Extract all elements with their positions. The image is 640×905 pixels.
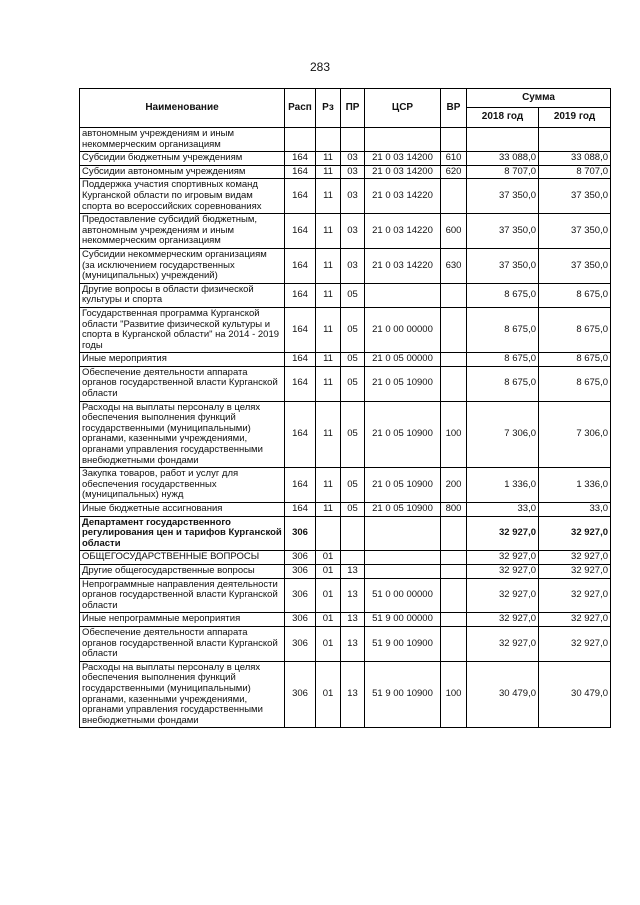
cell-name: Иные бюджетные ассигнования <box>80 503 285 517</box>
cell-csr: 51 9 00 10900 <box>365 626 441 661</box>
budget-table <box>79 88 611 728</box>
cell-csr: 21 0 03 14220 <box>365 179 441 214</box>
cell-vr <box>441 564 467 578</box>
cell-pr: 03 <box>341 152 365 166</box>
cell-rz: 11 <box>316 307 341 352</box>
cell-vr <box>441 366 467 401</box>
cell-2019: 1 336,0 <box>539 468 611 503</box>
cell-2018: 30 479,0 <box>467 661 539 728</box>
cell-pr: 13 <box>341 661 365 728</box>
cell-csr: 21 0 03 14200 <box>365 152 441 166</box>
cell-name: Департамент государственного регулирования цен и тарифов Курганской области <box>80 516 285 551</box>
cell-rz <box>316 128 341 152</box>
cell-name: Закупка товаров, работ и услуг для обеспечения государственных (муниципальных) нужд <box>80 468 285 503</box>
cell-rz: 11 <box>316 165 341 179</box>
cell-vr <box>441 626 467 661</box>
cell-vr: 100 <box>441 661 467 728</box>
cell-2019: 32 927,0 <box>539 516 611 551</box>
cell-name: Субсидии автономным учреждениям <box>80 165 285 179</box>
cell-2018: 8 675,0 <box>467 353 539 367</box>
cell-rasp: 164 <box>285 283 316 307</box>
cell-vr: 600 <box>441 214 467 249</box>
table-row <box>80 152 611 166</box>
cell-vr <box>441 613 467 627</box>
cell-rasp: 306 <box>285 626 316 661</box>
cell-csr: 21 0 05 10900 <box>365 503 441 517</box>
cell-vr <box>441 307 467 352</box>
table-header <box>80 89 611 128</box>
cell-name: Иные непрограммные мероприятия <box>80 613 285 627</box>
cell-name: Другие вопросы в области физической культуры и спорта <box>80 283 285 307</box>
cell-rz: 11 <box>316 401 341 468</box>
cell-csr: 21 0 03 14220 <box>365 214 441 249</box>
table-row <box>80 401 611 468</box>
cell-csr <box>365 516 441 551</box>
cell-2018 <box>467 128 539 152</box>
cell-2019: 8 707,0 <box>539 165 611 179</box>
cell-vr: 800 <box>441 503 467 517</box>
cell-rz: 11 <box>316 152 341 166</box>
cell-vr: 100 <box>441 401 467 468</box>
cell-rz: 01 <box>316 564 341 578</box>
cell-vr <box>441 353 467 367</box>
cell-2018: 32 927,0 <box>467 626 539 661</box>
cell-rz: 11 <box>316 366 341 401</box>
cell-rz: 11 <box>316 283 341 307</box>
cell-rz <box>316 516 341 551</box>
table-row <box>80 353 611 367</box>
cell-rasp: 164 <box>285 152 316 166</box>
cell-csr: 51 9 00 00000 <box>365 613 441 627</box>
cell-2019: 37 350,0 <box>539 214 611 249</box>
cell-rasp: 164 <box>285 307 316 352</box>
table-row <box>80 468 611 503</box>
cell-rasp: 164 <box>285 366 316 401</box>
cell-2018: 37 350,0 <box>467 214 539 249</box>
cell-2018: 37 350,0 <box>467 179 539 214</box>
page-number: 283 <box>309 60 331 74</box>
cell-name: Поддержка участия спортивных команд Курганской области по игровым видам спорта во всероссийских соревнованиях <box>80 179 285 214</box>
table-row <box>80 516 611 551</box>
cell-2019: 8 675,0 <box>539 353 611 367</box>
cell-rasp: 164 <box>285 468 316 503</box>
table-row <box>80 551 611 565</box>
cell-pr: 05 <box>341 353 365 367</box>
cell-vr: 200 <box>441 468 467 503</box>
cell-rz: 11 <box>316 353 341 367</box>
cell-name: автономным учреждениям и иным некоммерческим организациям <box>80 128 285 152</box>
table-row <box>80 179 611 214</box>
cell-2019: 37 350,0 <box>539 248 611 283</box>
header-name: Наименование <box>80 89 285 128</box>
cell-name: Государственная программа Курганской области "Развитие физической культуры и спорта в Курганской области" на 2014 - 2019 годы <box>80 307 285 352</box>
cell-rz: 01 <box>316 661 341 728</box>
header-sum: Сумма <box>467 89 611 108</box>
cell-pr <box>341 516 365 551</box>
cell-pr: 05 <box>341 401 365 468</box>
cell-name: Обеспечение деятельности аппарата органов государственной власти Курганской области <box>80 626 285 661</box>
cell-2018: 8 675,0 <box>467 307 539 352</box>
cell-2019: 33 088,0 <box>539 152 611 166</box>
cell-rz: 11 <box>316 503 341 517</box>
cell-name: Субсидии бюджетным учреждениям <box>80 152 285 166</box>
cell-name: ОБЩЕГОСУДАРСТВЕННЫЕ ВОПРОСЫ <box>80 551 285 565</box>
cell-rasp: 164 <box>285 503 316 517</box>
cell-2019 <box>539 128 611 152</box>
cell-vr <box>441 128 467 152</box>
cell-csr: 51 0 00 00000 <box>365 578 441 613</box>
table-row <box>80 613 611 627</box>
table-row <box>80 503 611 517</box>
cell-pr: 13 <box>341 564 365 578</box>
table-row <box>80 661 611 728</box>
cell-csr: 21 0 03 14200 <box>365 165 441 179</box>
cell-pr: 13 <box>341 613 365 627</box>
cell-rz: 11 <box>316 468 341 503</box>
cell-rz: 11 <box>316 179 341 214</box>
cell-rasp: 164 <box>285 248 316 283</box>
cell-pr <box>341 128 365 152</box>
cell-2019: 8 675,0 <box>539 307 611 352</box>
cell-2018: 32 927,0 <box>467 613 539 627</box>
cell-pr: 03 <box>341 248 365 283</box>
cell-rasp <box>285 128 316 152</box>
cell-name: Непрограммные направления деятельности органов государственной власти Курганской области <box>80 578 285 613</box>
cell-2019: 32 927,0 <box>539 626 611 661</box>
cell-rasp: 306 <box>285 578 316 613</box>
table-row <box>80 283 611 307</box>
cell-2018: 32 927,0 <box>467 578 539 613</box>
cell-2018: 32 927,0 <box>467 516 539 551</box>
cell-csr <box>365 128 441 152</box>
cell-csr <box>365 564 441 578</box>
cell-csr: 21 0 05 10900 <box>365 366 441 401</box>
cell-2018: 8 675,0 <box>467 283 539 307</box>
cell-pr: 03 <box>341 214 365 249</box>
cell-csr: 21 0 05 10900 <box>365 468 441 503</box>
cell-2019: 33,0 <box>539 503 611 517</box>
cell-rz: 01 <box>316 613 341 627</box>
header-vr: ВР <box>441 89 467 128</box>
cell-2018: 1 336,0 <box>467 468 539 503</box>
cell-rz: 01 <box>316 578 341 613</box>
table-row <box>80 578 611 613</box>
cell-rasp: 306 <box>285 516 316 551</box>
cell-2019: 32 927,0 <box>539 578 611 613</box>
cell-csr: 21 0 05 10900 <box>365 401 441 468</box>
cell-csr: 21 0 03 14220 <box>365 248 441 283</box>
cell-2019: 8 675,0 <box>539 366 611 401</box>
header-pr: ПР <box>341 89 365 128</box>
cell-name: Другие общегосударственные вопросы <box>80 564 285 578</box>
cell-rasp: 164 <box>285 214 316 249</box>
cell-2018: 33 088,0 <box>467 152 539 166</box>
cell-vr: 630 <box>441 248 467 283</box>
header-rz: Рз <box>316 89 341 128</box>
cell-rasp: 164 <box>285 179 316 214</box>
cell-rasp: 164 <box>285 165 316 179</box>
table-row <box>80 307 611 352</box>
table-row <box>80 165 611 179</box>
cell-name: Предоставление субсидий бюджетным, автономным учреждениям и иным некоммерческим организациям <box>80 214 285 249</box>
table-row <box>80 564 611 578</box>
cell-name: Иные мероприятия <box>80 353 285 367</box>
cell-2018: 32 927,0 <box>467 564 539 578</box>
cell-vr <box>441 551 467 565</box>
cell-pr: 13 <box>341 626 365 661</box>
table-row <box>80 128 611 152</box>
cell-vr <box>441 516 467 551</box>
cell-2019: 7 306,0 <box>539 401 611 468</box>
header-2019: 2019 год <box>539 108 611 128</box>
cell-rz: 01 <box>316 551 341 565</box>
cell-vr <box>441 179 467 214</box>
cell-vr: 610 <box>441 152 467 166</box>
cell-2018: 8 707,0 <box>467 165 539 179</box>
cell-2019: 32 927,0 <box>539 564 611 578</box>
cell-pr: 03 <box>341 179 365 214</box>
cell-rasp: 306 <box>285 661 316 728</box>
cell-rasp: 306 <box>285 551 316 565</box>
cell-name: Субсидии некоммерческим организациям (за исключением государственных (муниципальных) учреждений) <box>80 248 285 283</box>
cell-rasp: 164 <box>285 353 316 367</box>
cell-rz: 11 <box>316 214 341 249</box>
cell-2018: 33,0 <box>467 503 539 517</box>
cell-2018: 8 675,0 <box>467 366 539 401</box>
cell-pr: 05 <box>341 283 365 307</box>
cell-name: Расходы на выплаты персоналу в целях обеспечения выполнения функций государственными (муниципальными) органами, казенными учреждениями, органами управления государственными внебюджетными фондами <box>80 401 285 468</box>
cell-2018: 32 927,0 <box>467 551 539 565</box>
cell-2019: 30 479,0 <box>539 661 611 728</box>
cell-pr: 03 <box>341 165 365 179</box>
cell-pr: 05 <box>341 366 365 401</box>
header-2018: 2018 год <box>467 108 539 128</box>
cell-pr: 05 <box>341 468 365 503</box>
header-rasp: Расп <box>285 89 316 128</box>
table-row <box>80 214 611 249</box>
cell-2019: 37 350,0 <box>539 179 611 214</box>
cell-csr: 21 0 05 00000 <box>365 353 441 367</box>
cell-csr <box>365 283 441 307</box>
cell-2018: 7 306,0 <box>467 401 539 468</box>
cell-rasp: 306 <box>285 613 316 627</box>
cell-pr: 13 <box>341 578 365 613</box>
cell-rz: 11 <box>316 248 341 283</box>
cell-name: Расходы на выплаты персоналу в целях обеспечения выполнения функций государственными (муниципальными) органами, казенными учреждениями, органами управления государственными внебюджетными фондами <box>80 661 285 728</box>
cell-pr <box>341 551 365 565</box>
cell-vr <box>441 283 467 307</box>
cell-2019: 32 927,0 <box>539 551 611 565</box>
cell-2018: 37 350,0 <box>467 248 539 283</box>
cell-csr <box>365 551 441 565</box>
cell-csr: 21 0 00 00000 <box>365 307 441 352</box>
cell-vr: 620 <box>441 165 467 179</box>
cell-vr <box>441 578 467 613</box>
cell-name: Обеспечение деятельности аппарата органов государственной власти Курганской области <box>80 366 285 401</box>
cell-rasp: 306 <box>285 564 316 578</box>
cell-pr: 05 <box>341 307 365 352</box>
cell-2019: 8 675,0 <box>539 283 611 307</box>
table-row <box>80 248 611 283</box>
cell-pr: 05 <box>341 503 365 517</box>
cell-rz: 01 <box>316 626 341 661</box>
cell-2019: 32 927,0 <box>539 613 611 627</box>
table-body <box>80 128 611 728</box>
table-row <box>80 626 611 661</box>
cell-csr: 51 9 00 10900 <box>365 661 441 728</box>
header-csr: ЦСР <box>365 89 441 128</box>
table-row <box>80 366 611 401</box>
cell-rasp: 164 <box>285 401 316 468</box>
